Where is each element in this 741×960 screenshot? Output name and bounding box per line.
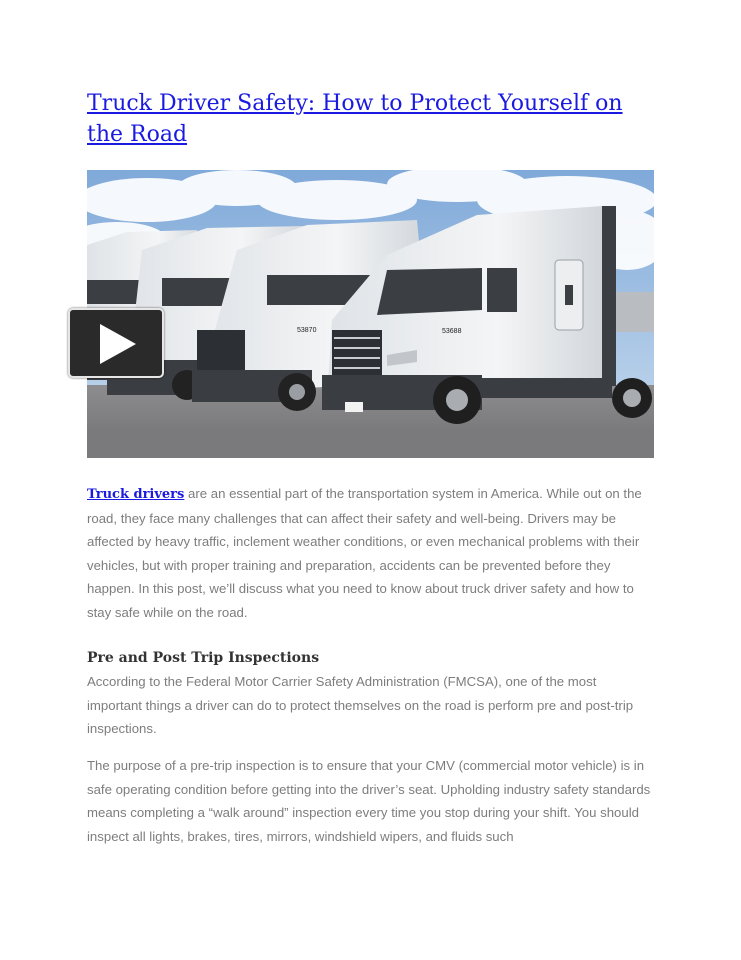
hero-image	[87, 170, 654, 458]
trucks-illustration	[87, 170, 654, 458]
cab-number-second: 53870	[297, 327, 317, 334]
cab-number-front: 53688	[442, 328, 462, 335]
intro-text: are an essential part of the transportation system in America. While out on the road, they face many challenges that can affect their safety and well-being. Drivers may be affected by heavy traffic, inclement weather conditions, or even mechanical problems with their vehicles, but with proper training and preparation, accidents can be prevented before they happen. In this post, we’ll discuss what you need to know about truck driver safety and how to stay safe while on the road.	[87, 486, 642, 620]
section-paragraph-1: According to the Federal Motor Carrier Safety Administration (FMCSA), one of the most important things a driver can do to protect themselves on the road is perform pre and post-trip inspections.	[87, 674, 634, 737]
section-paragraph-2: The purpose of a pre-trip inspection is to ensure that your CMV (commercial motor vehicle) is in safe operating condition before getting into the driver’s seat. Upholding industry safety standards means completing a “walk around” inspection every time you stop during your shift. You should inspect all lights, brakes, tires, mirrors, windshield wipers, and fluids such	[87, 758, 651, 844]
section-heading: Pre and Post Trip Inspections	[87, 650, 320, 666]
video-play-button[interactable]	[68, 308, 164, 378]
intro-paragraph	[87, 482, 653, 625]
play-icon	[100, 324, 136, 364]
article-title[interactable]: Truck Driver Safety: How to Protect Yourself on the Road	[87, 91, 623, 147]
truck-drivers-link[interactable]: Truck drivers	[87, 487, 185, 502]
